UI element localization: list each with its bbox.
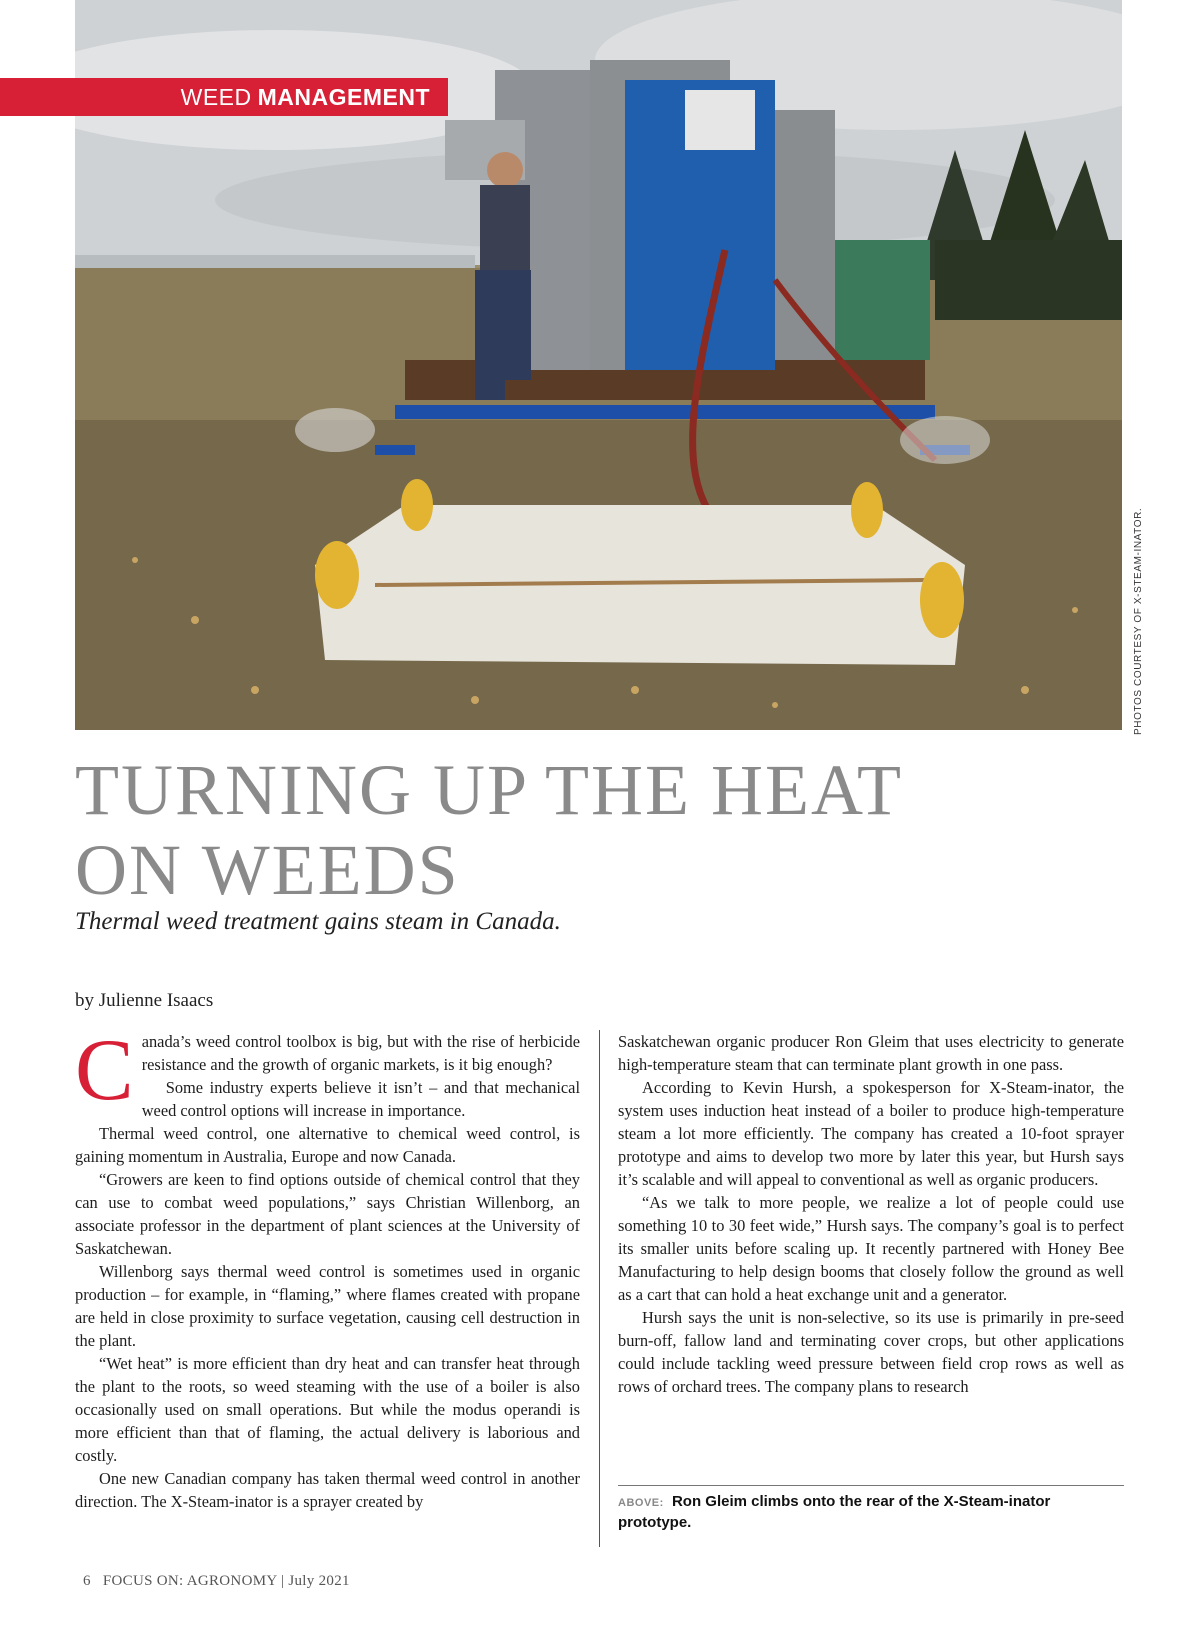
section-tag — [0, 78, 448, 116]
page-footer — [83, 1573, 350, 1590]
photo-credit: PHOTOS COURTESY OF X-STEAM-INATOR. — [1133, 507, 1144, 735]
section-tag-bold: MANAGEMENT — [257, 83, 430, 110]
body-paragraph: One new Canadian company has taken thermal weed control in another direction. The X-Steam-inator is a sprayer created by — [75, 1469, 580, 1511]
headline-line-2: ON WEEDS — [75, 830, 460, 910]
drop-cap: C — [75, 1022, 134, 1119]
body-paragraph: Hursh says the unit is non-selective, so its use is primarily in pre-seed burn-off, fallow land and terminating cover crops, but other applications could include tackling weed pressure between field crop rows as well as rows of orchard trees. The company plans to research — [618, 1308, 1124, 1396]
caption-divider — [618, 1485, 1124, 1486]
body-paragraph: “Wet heat” is more efficient than dry heat and can transfer heat through the plant to the roots, so weed steaming with the use of a boiler is also occasionally used on small operations. But while the modus operandi is more efficient than that of flaming, the actual delivery is laborious and costly. — [75, 1354, 580, 1465]
byline: by Julienne Isaacs — [75, 990, 214, 1011]
publication-name: FOCUS ON: AGRONOMY — [102, 1573, 277, 1589]
body-paragraph: Saskatchewan organic producer Ron Gleim that uses electricity to generate high-temperature steam that can terminate plant growth in one pass. — [618, 1032, 1124, 1074]
body-paragraph: According to Kevin Hursh, a spokesperson for X-Steam-inator, the system uses induction heat instead of a boiler to produce high-temperature steam a lot more efficiently. The company has created a 10-foot sprayer prototype and aims to develop two more by later this year, but Hursh says it’s scalable and will appeal to conventional as well as organic producers. — [618, 1078, 1124, 1189]
body-paragraph: Willenborg says thermal weed control is sometimes used in organic production – for example, in “flaming,” where flames created with propane are held in close proximity to surface vegetation, causing cell destruction in the plant. — [75, 1262, 580, 1350]
body-paragraph: “Growers are keen to find options outside of chemical control that they can use to combat weed populations,” says Christian Willenborg, an associate professor in the department of plant sciences at the University of Saskatchewan. — [75, 1170, 580, 1258]
footer-separator: | — [280, 1573, 285, 1589]
body-paragraph: Some industry experts believe it isn’t – and that mechanical weed control options will increase in importance. — [141, 1078, 580, 1120]
body-paragraph: “As we talk to more people, we realize a lot of people could use something 10 to 30 feet wide,” Hursh says. The company’s goal is to perfect its smaller units before scaling up. It recently partnered with Honey Bee Manufacturing to help design booms that closely follow the ground as well as a cart that can hold a heat exchange unit and a generator. — [618, 1193, 1124, 1304]
body-column-right — [618, 1030, 1124, 1398]
caption-lead: ABOVE: — [618, 1497, 664, 1509]
subheadline: Thermal weed treatment gains steam in Canada. — [75, 908, 561, 935]
issue-date: July 2021 — [288, 1573, 350, 1589]
headline — [75, 750, 1135, 910]
headline-line-1: TURNING UP THE HEAT — [75, 750, 903, 830]
body-paragraph: Canada’s weed control toolbox is big, but with the rise of herbicide resistance and the growth of organic markets, is it big enough? — [75, 1022, 580, 1119]
body-column-left — [75, 1022, 580, 1513]
section-tag-light: WEED — [180, 83, 252, 110]
column-divider — [599, 1030, 600, 1547]
body-paragraph: Thermal weed control, one alternative to chemical weed control, is gaining momentum in Australia, Europe and now Canada. — [75, 1124, 580, 1166]
page-number: 6 — [83, 1573, 91, 1589]
caption-text: Ron Gleim climbs onto the rear of the X-Steam-inator prototype. — [618, 1493, 1051, 1531]
photo-caption — [618, 1492, 1124, 1533]
